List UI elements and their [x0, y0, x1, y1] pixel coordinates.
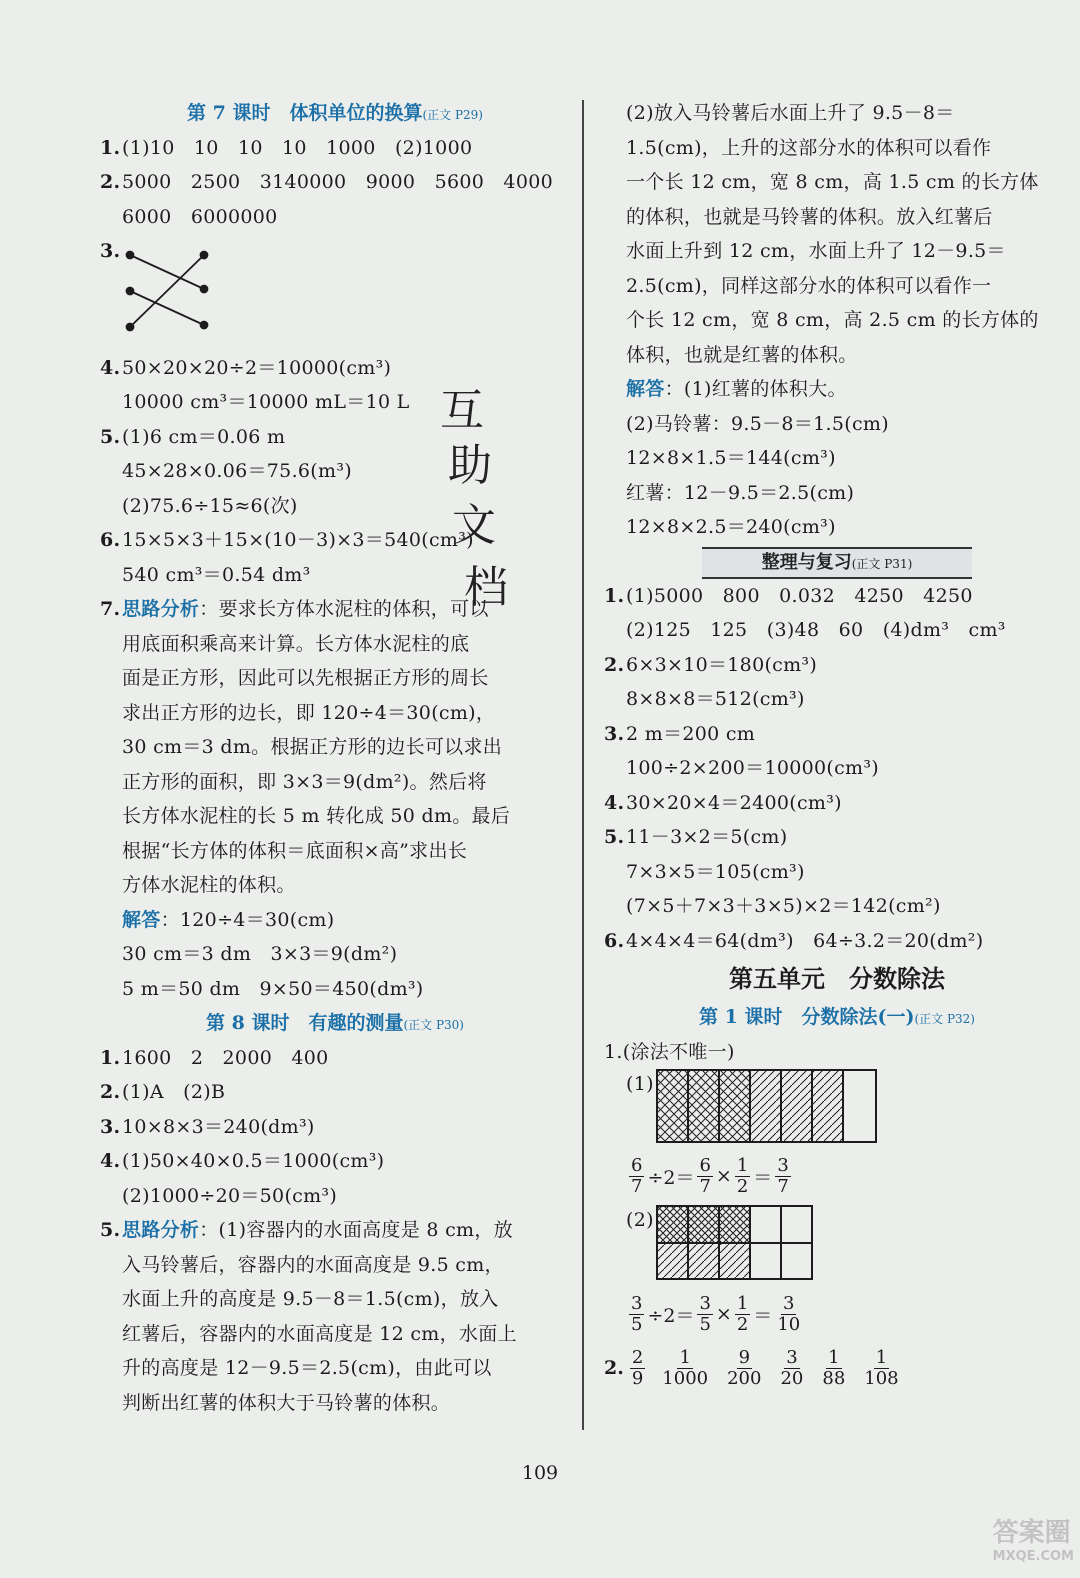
q5-cont-line: 2.5(cm)，同样这部分水的体积可以看作一	[626, 274, 992, 297]
review-answer-number: 5.	[604, 826, 625, 848]
review-answer-text: 8×8×8＝512(cm³)	[626, 688, 805, 710]
lesson7-answer-text: 540 cm³＝0.54 dm³	[122, 563, 311, 586]
lesson7-answer-text: 15×5×3＋15×(10－3)×3＝540(cm³)	[122, 529, 474, 551]
unit5-q2	[604, 1341, 1070, 1395]
review-answer-number: 2.	[604, 653, 625, 676]
operator: ＝	[753, 1304, 773, 1327]
lesson7-answer-text: 45×28×0.06＝75.6(m³)	[122, 460, 352, 482]
fraction-denominator: 5	[699, 1313, 711, 1335]
q5-answer-line	[604, 407, 1070, 442]
q7-answer-text: ：120÷4＝30(cm)	[160, 908, 335, 931]
lesson7-answer-text: (1)6 cm＝0.06 m	[122, 425, 286, 448]
lesson7-answer-number: 2.	[100, 171, 121, 193]
fraction-numerator: 2	[631, 1346, 644, 1368]
q5-answer-keyword: 解答	[626, 378, 665, 400]
lesson8-answer-text: (1)A (2)B	[122, 1081, 226, 1103]
q5-analysis-text: 判断出红薯的体积大于马铃薯的体积。	[122, 1391, 451, 1414]
review-answers	[604, 579, 1070, 959]
unit5-lesson-1-ref: (正文 P32)	[914, 1012, 975, 1026]
q5-analysis-text: 入马铃薯后，容器内的水面高度是 9.5 cm，	[122, 1253, 504, 1276]
fraction-numerator: 1	[736, 1154, 749, 1176]
q5-answer-text: 12×8×1.5＝144(cm³)	[626, 447, 836, 469]
fraction-denominator: 20	[780, 1367, 804, 1389]
q2-number: 2.	[604, 1357, 624, 1379]
lesson-7-title: 第 7 课时 体积单位的换算	[187, 102, 423, 124]
lesson8-answer-line	[100, 1179, 570, 1214]
q5-analysis-text: 水面上升的高度是 9.5－8＝1.5(cm)，放入	[122, 1288, 499, 1310]
q5-analysis-line	[100, 1213, 570, 1248]
review-answer-text: 4×4×4＝64(dm³) 64÷3.2＝20(dm²)	[626, 929, 984, 952]
q7-answer-line	[100, 972, 570, 1007]
lesson8-answer-text: (1)50×40×0.5＝1000(cm³)	[122, 1150, 385, 1172]
q7-analysis-line	[100, 730, 570, 765]
lesson7-answer-text: 50×20×20÷2＝10000(cm³)	[122, 356, 392, 379]
review-answer-number: 1.	[604, 584, 625, 607]
fraction-numerator: 1	[828, 1346, 840, 1368]
lesson7-answer-line	[100, 200, 570, 235]
q5-answer-line	[604, 476, 1070, 511]
fraction	[778, 1348, 805, 1389]
q7-analysis-text: 长方体水泥柱的长 5 m 转化成 50 dm。最后	[122, 805, 511, 827]
fraction-numerator: 1	[875, 1346, 888, 1368]
fraction-denominator: 200	[727, 1367, 762, 1389]
review-answer-number: 3.	[604, 722, 625, 745]
equation-1	[626, 1149, 1070, 1203]
fraction-numerator: 9	[738, 1346, 751, 1368]
watermark-text: 答案圈	[992, 1518, 1071, 1548]
q5-answer-line	[604, 510, 1070, 545]
review-title: 整理与复习	[761, 551, 852, 573]
lesson8-answer-number: 3.	[100, 1115, 121, 1138]
shaded-rectangle-1	[656, 1069, 878, 1143]
review-heading	[702, 547, 972, 579]
review-answer-number: 6.	[604, 929, 625, 952]
handwritten-note	[430, 380, 540, 620]
q5-answer-text: 红薯：12－9.5＝2.5(cm)	[626, 481, 855, 504]
q7-analysis-line	[100, 834, 570, 869]
question-7-analysis	[100, 592, 570, 1006]
review-answer-number: 4.	[604, 791, 625, 814]
question-5-continued	[604, 96, 1070, 372]
q5-cont-line: 的体积，也就是马铃薯的体积。放入红薯后	[626, 205, 993, 228]
lesson-8-heading	[100, 1006, 570, 1041]
shaded-rectangle-2	[656, 1205, 816, 1281]
fraction	[697, 1156, 712, 1197]
q7-analysis-number: 7.	[100, 598, 121, 620]
q5-answer-text: (2)马铃薯：9.5－8＝1.5(cm)	[626, 412, 889, 435]
q7-analysis-text: 方体水泥柱的体积。	[122, 874, 296, 896]
q7-answer-text: 5 m＝50 dm 9×50＝450(dm³)	[122, 977, 424, 1000]
review-answer-text: (7×5＋7×3＋3×5)×2＝142(cm²)	[626, 895, 941, 917]
q7-answer-line	[100, 903, 570, 938]
lesson7-answer-text: 6000 6000000	[122, 205, 278, 228]
q5-cont-line: 体积，也就是红薯的体积。	[626, 343, 858, 366]
operator: ×	[715, 1165, 732, 1187]
q7-analysis-text: 求出正方形的边长，即 120÷4＝30(cm)，	[122, 701, 496, 724]
figure-1-label: (1)	[626, 1073, 654, 1095]
fraction-denominator: 9	[631, 1367, 644, 1389]
handwriting-char-3: 文	[452, 500, 496, 551]
handwriting-char-4: 档	[464, 562, 508, 613]
review-answer-line	[604, 579, 1070, 614]
review-answer-line	[604, 820, 1070, 855]
q5-cont-line: 水面上升到 12 cm，水面上升了 12－9.5＝	[626, 240, 1006, 262]
q7-analysis-text: 用底面积乘高来计算。长方体水泥柱的底	[122, 632, 470, 655]
review-answer-line	[604, 648, 1070, 683]
q7-analysis-line	[100, 868, 570, 903]
review-ref: (正文 P31)	[851, 556, 913, 571]
fraction	[775, 1294, 802, 1335]
q5-answer-line	[604, 372, 1070, 407]
q7-answer-keyword: 解答	[122, 908, 161, 931]
lesson8-answer-text: (2)1000÷20＝50(cm³)	[122, 1184, 338, 1207]
review-answer-line	[604, 889, 1070, 924]
operator: ×	[715, 1303, 732, 1325]
fraction-numerator: 3	[783, 1292, 795, 1314]
q5-analysis-number: 5.	[100, 1219, 121, 1241]
q5-analysis-line	[100, 1351, 570, 1386]
lesson8-answer-line	[100, 1144, 570, 1179]
unit-5-title: 第五单元 分数除法	[729, 964, 945, 993]
matching-diagram	[122, 247, 222, 351]
fraction-denominator: 7	[631, 1175, 643, 1197]
lesson7-answer-line	[100, 131, 570, 166]
q5-cont-line: 个长 12 cm，宽 8 cm，高 2.5 cm 的长方体的	[626, 309, 1039, 331]
fraction-numerator: 6	[699, 1154, 711, 1176]
q7-analysis-line	[100, 765, 570, 800]
q7-analysis-text: 正方形的面积，即 3×3＝9(dm²)。然后将	[122, 770, 487, 793]
q5-analysis-line	[100, 1248, 570, 1283]
unit5-lesson-1-title: 第 1 课时 分数除法(一)	[699, 1006, 915, 1028]
q5-cont-line: (2)放入马铃薯后水面上升了 9.5－8＝	[626, 102, 955, 124]
fraction	[660, 1348, 710, 1389]
operator: ÷2＝	[647, 1166, 695, 1189]
review-answer-line	[604, 855, 1070, 890]
q5-analysis-line	[100, 1386, 570, 1421]
lesson7-answer-text: 10000 cm³＝10000 mL＝10 L	[122, 391, 410, 413]
figure-2-row	[626, 1205, 1070, 1281]
lesson7-answer-number: 5.	[100, 425, 121, 448]
review-answer-text: (2)125 125 (3)48 60 (4)dm³ cm³	[626, 619, 1006, 641]
left-column	[100, 96, 570, 1420]
fraction-denominator: 2	[736, 1175, 749, 1197]
handwriting-char-1: 互	[440, 385, 484, 436]
q7-answer-line	[100, 937, 570, 972]
lesson8-answer-text: 10×8×3＝240(dm³)	[122, 1115, 315, 1138]
q7-analysis-line	[100, 661, 570, 696]
operator: ＝	[753, 1166, 773, 1189]
q5-cont-line: 一个长 12 cm，宽 8 cm，高 1.5 cm 的长方体	[626, 171, 1039, 193]
q7-analysis-line	[100, 799, 570, 834]
figure-1-row	[626, 1069, 1070, 1143]
fraction	[862, 1348, 900, 1389]
review-answer-text: 11－3×2＝5(cm)	[626, 826, 788, 848]
q7-analysis-text: 30 cm＝3 dm。根据正方形的边长可以求出	[122, 736, 503, 758]
fraction-denominator: 10	[777, 1313, 801, 1335]
fraction-numerator: 3	[777, 1154, 789, 1176]
column-divider	[582, 100, 584, 1430]
lesson8-answer-line	[100, 1075, 570, 1110]
fraction-numerator: 6	[631, 1154, 643, 1176]
fraction-denominator: 2	[736, 1313, 749, 1335]
review-answer-text: 100÷2×200＝10000(cm³)	[626, 757, 879, 779]
question-5-analysis	[100, 1213, 570, 1420]
fraction	[735, 1156, 750, 1197]
fraction-denominator: 7	[699, 1175, 711, 1197]
lesson8-answer-number: 4.	[100, 1150, 121, 1172]
fraction-denominator: 1000	[662, 1367, 709, 1389]
lesson8-answer-number: 2.	[100, 1081, 121, 1103]
equation-2	[626, 1287, 1070, 1341]
lesson8-answer-line	[100, 1041, 570, 1076]
lesson7-answer-line	[100, 165, 570, 200]
lesson7-answer-text: (1)10 10 10 10 1000 (2)1000	[122, 136, 473, 159]
q5-answer-text: 12×8×2.5＝240(cm³)	[626, 516, 836, 538]
q5-analysis-line	[100, 1282, 570, 1317]
right-column	[604, 96, 1070, 1395]
fraction-numerator: 3	[786, 1346, 798, 1368]
q5-analysis-text: 升的高度是 12－9.5＝2.5(cm)，由此可以	[122, 1357, 492, 1379]
watermark-logo	[993, 1512, 1074, 1564]
lesson-7-ref: (正文 P29)	[422, 108, 483, 122]
q5-analysis-text: 红薯后，容器内的水面高度是 12 cm，水面上	[122, 1322, 517, 1345]
unit5-lesson-1-heading	[604, 1000, 1070, 1035]
fraction-numerator: 3	[699, 1292, 711, 1314]
fraction	[725, 1348, 763, 1389]
lesson7-answer-number: 3.	[100, 240, 121, 262]
q5-analysis-text: ：(1)容器内的水面高度是 8 cm，放	[199, 1219, 513, 1241]
lesson-8-ref: (正文 P30)	[403, 1018, 464, 1032]
question-5-answer	[604, 372, 1070, 545]
lesson8-answer-number: 1.	[100, 1046, 121, 1069]
lesson-7-heading	[100, 96, 570, 131]
fraction-numerator: 3	[631, 1292, 643, 1314]
review-answer-text: 2 m＝200 cm	[626, 722, 756, 745]
q7-analysis-text: ：要求长方体水泥柱的体积，可以	[199, 598, 489, 620]
fraction	[629, 1294, 644, 1335]
lesson7-answer-text: (2)75.6÷15≈6(次)	[122, 494, 298, 517]
q5-analysis-line	[100, 1317, 570, 1352]
q7-analysis-line	[100, 627, 570, 662]
q7-analysis-line	[100, 696, 570, 731]
lesson7-answer-text: 5000 2500 3140000 9000 5600 4000	[122, 171, 553, 193]
q5-analysis-keyword: 思路分析	[122, 1219, 200, 1241]
handwriting-char-2: 助	[448, 440, 492, 491]
fraction	[630, 1348, 645, 1389]
q7-analysis-text: 根据“长方体的体积＝底面积×高”求出长	[122, 839, 468, 862]
fraction-denominator: 108	[864, 1367, 899, 1389]
review-answer-line	[604, 682, 1070, 717]
lesson7-answer-number: 1.	[100, 136, 121, 159]
fraction-numerator: 1	[736, 1292, 749, 1314]
q7-answer-text: 30 cm＝3 dm 3×3＝9(dm²)	[122, 943, 398, 965]
fraction-denominator: 5	[631, 1313, 643, 1335]
watermark-url: MXQE.COM	[992, 1549, 1074, 1564]
review-answer-line	[604, 717, 1070, 752]
fraction	[775, 1156, 790, 1197]
operator: ÷2＝	[647, 1304, 695, 1327]
fraction-denominator: 7	[777, 1175, 789, 1197]
lesson-8-title: 第 8 课时 有趣的测量	[206, 1012, 404, 1034]
review-answer-line	[604, 924, 1070, 959]
lesson7-answer-number: 6.	[100, 529, 121, 551]
fraction-numerator: 1	[679, 1346, 691, 1368]
review-answer-line	[604, 786, 1070, 821]
review-answer-text: 30×20×4＝2400(cm³)	[626, 791, 842, 814]
lesson-8-answers	[100, 1041, 570, 1214]
fraction-denominator: 88	[822, 1367, 846, 1389]
q5-answer-line	[604, 441, 1070, 476]
lesson8-answer-text: 1600 2 2000 400	[122, 1046, 329, 1069]
fraction	[697, 1294, 712, 1335]
review-answer-line	[604, 751, 1070, 786]
review-answer-text: 7×3×5＝105(cm³)	[626, 860, 805, 883]
review-answer-line	[604, 613, 1070, 648]
q7-analysis-text: 面是正方形，因此可以先根据正方形的周长	[122, 667, 489, 689]
lesson8-answer-line	[100, 1110, 570, 1145]
fraction	[820, 1348, 847, 1389]
page-number: 109	[521, 1462, 559, 1484]
figure-2-label: (2)	[626, 1209, 654, 1231]
unit5-q1-label: 1.(涂法不唯一)	[604, 1040, 735, 1063]
fraction	[735, 1294, 750, 1335]
lesson7-answer-number: 4.	[100, 356, 121, 379]
q5-answer-text: ：(1)红薯的体积大。	[664, 378, 847, 400]
q7-analysis-keyword: 思路分析	[122, 598, 200, 620]
review-answer-text: (1)5000 800 0.032 4250 4250	[626, 584, 973, 607]
q5-cont-line: 1.5(cm)，上升的这部分水的体积可以看作	[626, 136, 992, 159]
fraction	[629, 1156, 644, 1197]
review-answer-text: 6×3×10＝180(cm³)	[626, 653, 818, 676]
